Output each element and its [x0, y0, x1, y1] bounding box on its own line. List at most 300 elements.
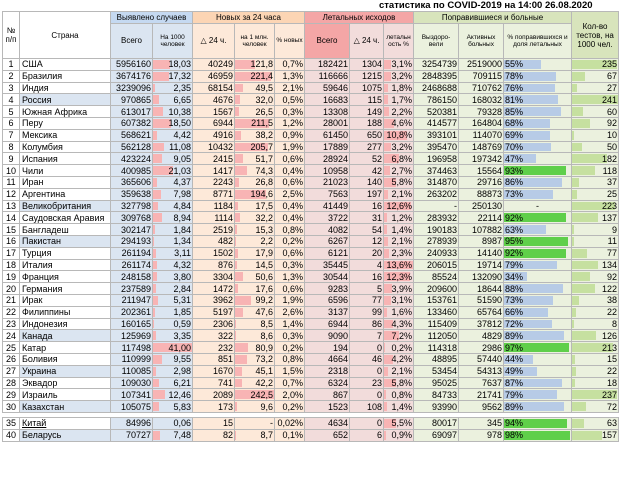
col-total: Всего — [111, 24, 153, 59]
detected-total — [111, 188, 153, 200]
deaths-d24-value: 86 — [372, 318, 383, 329]
row-num — [3, 212, 20, 224]
active — [459, 59, 504, 71]
new-per1m — [235, 165, 275, 177]
deaths-d24 — [350, 224, 384, 236]
active-value: 65764 — [476, 307, 503, 318]
new-per1m-value: 8,7 — [260, 430, 273, 441]
new-d24 — [193, 389, 235, 401]
country-name — [20, 318, 111, 330]
country-name — [20, 342, 111, 354]
new-per1m-value: 15,3 — [255, 224, 273, 235]
lethal-pct-bar — [384, 95, 388, 104]
tests-per1000 — [572, 377, 619, 389]
tests-per1000 — [572, 283, 619, 295]
new-per1m-value: 73,2 — [255, 354, 273, 365]
table-row — [3, 429, 619, 441]
active — [459, 306, 504, 318]
country-name-value: Иран — [22, 177, 44, 188]
deaths-total-value: 116666 — [318, 71, 349, 82]
new-per1m-bar — [235, 178, 239, 187]
active-value: 2986 — [481, 342, 503, 353]
detected-per1000 — [153, 330, 193, 342]
tests-per1000-value: 237 — [601, 389, 618, 400]
recovered-pct — [504, 224, 572, 236]
country-name — [20, 235, 111, 247]
detected-total — [111, 153, 153, 165]
lethal-pct-value: 0,2% — [391, 342, 413, 353]
tests-per1000-value: 27 — [607, 82, 618, 93]
new-per1m-value: 49,5 — [255, 82, 273, 93]
row-num-value: 16 — [5, 236, 16, 247]
lethal-pct — [384, 342, 414, 354]
col-per1m: на 1 млн. человек — [235, 24, 275, 59]
col-active: Активных больных — [459, 24, 504, 59]
table-row — [3, 106, 619, 118]
tests-per1000 — [572, 318, 619, 330]
row-num-value: 5 — [8, 106, 14, 117]
row-num-value: 40 — [5, 430, 16, 441]
new-d24 — [193, 247, 235, 259]
deaths-d24-value: 188 — [366, 118, 383, 129]
deaths-d24-value: 6 — [377, 430, 383, 441]
new-per1m — [235, 94, 275, 106]
recovered-pct-value: 85% — [505, 106, 524, 117]
detected-total-value: 110085 — [121, 366, 151, 377]
active — [459, 117, 504, 129]
deaths-total-value: 6121 — [327, 248, 349, 259]
lethal-pct-value: 2,1% — [391, 189, 413, 200]
deaths-total-value: 6596 — [327, 295, 349, 306]
tests-per1000-value: 60 — [607, 106, 618, 117]
table-row — [3, 200, 619, 212]
detected-per1000 — [153, 259, 193, 271]
active — [459, 377, 504, 389]
detected-total — [111, 429, 153, 441]
recovered — [414, 235, 459, 247]
deaths-total-value: 41449 — [322, 200, 349, 211]
tests-per1000-bar — [572, 320, 574, 329]
new-pct-value: 2,5% — [282, 189, 304, 200]
deaths-total-value: 194 — [332, 342, 349, 353]
active — [459, 106, 504, 118]
lethal-pct — [384, 271, 414, 283]
table-row — [3, 235, 619, 247]
new-d24-value: 2306 — [212, 318, 233, 329]
active-value: 79328 — [476, 106, 503, 117]
new-pct — [275, 106, 305, 118]
detected-total-value: 84996 — [125, 418, 151, 429]
new-per1m — [235, 429, 275, 441]
detected-total — [111, 365, 153, 377]
deaths-d24-value: 31 — [372, 212, 383, 223]
active — [459, 417, 504, 429]
table-row — [3, 153, 619, 165]
tests-per1000-bar — [572, 379, 575, 388]
new-pct-value: 0,2% — [282, 401, 304, 412]
detected-per1000-value: 4,32 — [173, 259, 191, 270]
row-num — [3, 330, 20, 342]
lethal-pct-value: 0,9% — [391, 430, 413, 441]
detected-per1000 — [153, 117, 193, 129]
tests-per1000-value: 92 — [607, 271, 618, 282]
row-num-value: 35 — [5, 418, 16, 429]
lethal-pct-value: 1,8% — [391, 82, 413, 93]
active-value: 345 — [486, 418, 503, 429]
detected-total — [111, 294, 153, 306]
detected-per1000-value: 4,37 — [173, 177, 191, 188]
recovered-pct — [504, 318, 572, 330]
new-pct-value: 1,4% — [282, 318, 304, 329]
new-per1m-value: - — [270, 418, 273, 429]
country-name-value: Катар — [22, 342, 47, 353]
new-pct — [275, 429, 305, 441]
recovered-pct — [504, 283, 572, 295]
tests-per1000 — [572, 235, 619, 247]
detected-per1000-value: 18,50 — [168, 118, 191, 129]
active-value: 37812 — [476, 318, 503, 329]
lethal-pct-value: 2,3% — [391, 248, 413, 259]
new-pct — [275, 330, 305, 342]
new-per1m-value: 80,9 — [255, 342, 273, 353]
recovered-value: 374463 — [426, 165, 458, 176]
deaths-d24 — [350, 153, 384, 165]
detected-per1000-bar — [153, 72, 169, 81]
deaths-d24 — [350, 318, 384, 330]
detected-per1000 — [153, 94, 193, 106]
detected-total — [111, 59, 153, 71]
recovered-pct-value: 73% — [505, 189, 524, 200]
new-d24 — [193, 200, 235, 212]
active-value: 107882 — [471, 224, 503, 235]
country-name — [20, 417, 111, 429]
lethal-pct-bar — [384, 213, 387, 222]
col-pctrec: % поправившихся и доля летальных — [504, 24, 572, 59]
active — [459, 82, 504, 94]
detected-total — [111, 353, 153, 365]
deaths-d24-value: 46 — [372, 354, 383, 365]
row-num — [3, 82, 20, 94]
recovered-pct — [504, 330, 572, 342]
deaths-d24-value: 4 — [377, 259, 383, 270]
detected-total — [111, 129, 153, 141]
new-d24 — [193, 401, 235, 413]
detected-total — [111, 141, 153, 153]
country-name — [20, 283, 111, 295]
detected-per1000-value: 21,03 — [168, 165, 191, 176]
deaths-total-value: 61450 — [322, 130, 349, 141]
lethal-pct — [384, 106, 414, 118]
new-per1m — [235, 200, 275, 212]
tests-per1000-value: 67 — [607, 71, 618, 82]
detected-per1000 — [153, 353, 193, 365]
deaths-d24-value: 16 — [372, 200, 383, 211]
deaths-d24 — [350, 200, 384, 212]
country-name — [20, 212, 111, 224]
new-pct-value: 0,7% — [282, 59, 304, 70]
new-d24-value: 2519 — [212, 224, 233, 235]
deaths-total-value: 35445 — [322, 259, 349, 270]
new-pct — [275, 283, 305, 295]
recovered — [414, 188, 459, 200]
deaths-total-value: 9283 — [327, 283, 349, 294]
detected-total — [111, 306, 153, 318]
deaths-total-value: 6267 — [327, 236, 349, 247]
recovered-pct — [504, 200, 572, 212]
recovered-pct-value: 63% — [505, 224, 524, 235]
deaths-d24-value: 77 — [372, 295, 383, 306]
lethal-pct-value: 3,1% — [391, 295, 413, 306]
recovered — [414, 141, 459, 153]
row-num-value: 15 — [5, 224, 16, 235]
country-name-value: Индонезия — [22, 318, 68, 329]
tests-per1000 — [572, 342, 619, 354]
deaths-total-value: 6944 — [327, 318, 349, 329]
detected-per1000-bar — [153, 249, 156, 258]
deaths-total — [305, 377, 350, 389]
new-pct-value: 0,8% — [282, 224, 304, 235]
row-num — [3, 176, 20, 188]
country-name-value: Пакистан — [22, 236, 61, 247]
row-num-value: 7 — [8, 130, 14, 141]
country-name-value: Ирак — [22, 295, 43, 306]
deaths-total-value: 4634 — [327, 418, 349, 429]
lethal-pct — [384, 429, 414, 441]
detected-total — [111, 283, 153, 295]
tests-per1000 — [572, 306, 619, 318]
lethal-pct-bar — [384, 308, 387, 317]
detected-per1000-bar — [153, 237, 154, 246]
row-num-value: 10 — [5, 165, 16, 176]
deaths-total — [305, 117, 350, 129]
new-pct — [275, 212, 305, 224]
deaths-total — [305, 353, 350, 365]
country-name-value: Аргентина — [22, 189, 66, 200]
recovered-pct — [504, 271, 572, 283]
new-pct — [275, 365, 305, 377]
row-num — [3, 106, 20, 118]
table-row — [3, 176, 619, 188]
new-per1m — [235, 82, 275, 94]
lethal-pct-value: 2,7% — [391, 165, 413, 176]
tests-per1000 — [572, 106, 619, 118]
new-pct — [275, 94, 305, 106]
new-pct-value: 0,02% — [277, 418, 304, 429]
active — [459, 129, 504, 141]
deaths-total-value: 7563 — [327, 189, 349, 200]
new-per1m-bar — [235, 296, 251, 305]
new-pct — [275, 235, 305, 247]
detected-per1000-value: 2,98 — [173, 366, 191, 377]
detected-per1000-bar — [153, 95, 159, 104]
active-value: 9562 — [481, 401, 503, 412]
deaths-d24-value: 197 — [366, 189, 383, 200]
new-d24 — [193, 212, 235, 224]
active-value: 15564 — [476, 165, 503, 176]
recovered — [414, 212, 459, 224]
new-d24-value: 3962 — [212, 295, 233, 306]
row-num — [3, 283, 20, 295]
deaths-total — [305, 176, 350, 188]
deaths-d24-value: 7 — [377, 330, 383, 341]
row-num — [3, 235, 20, 247]
deaths-total — [305, 94, 350, 106]
country-name-value: Филиппины — [22, 307, 71, 318]
recovered-value: 153761 — [426, 295, 458, 306]
detected-per1000-bar — [153, 402, 159, 411]
lethal-pct-value: 1,6% — [391, 307, 413, 318]
detected-total-value: 400985 — [120, 165, 151, 176]
deaths-total — [305, 342, 350, 354]
recovered — [414, 129, 459, 141]
detected-per1000-bar — [153, 213, 162, 222]
deaths-d24-value: 52 — [372, 153, 383, 164]
recovered-pct — [504, 259, 572, 271]
new-per1m — [235, 401, 275, 413]
recovered-pct — [504, 153, 572, 165]
tests-per1000-bar — [572, 249, 587, 258]
lethal-pct — [384, 389, 414, 401]
recovered-pct-value: 89% — [505, 401, 524, 412]
recovered-value: 85524 — [431, 271, 458, 282]
deaths-d24 — [350, 259, 384, 271]
detected-per1000-value: 2,84 — [173, 283, 191, 294]
tests-per1000 — [572, 401, 619, 413]
new-d24 — [193, 318, 235, 330]
deaths-total — [305, 259, 350, 271]
new-pct-value: 0,5% — [282, 94, 304, 105]
tests-per1000 — [572, 94, 619, 106]
tests-per1000-value: 122 — [601, 283, 618, 294]
recovered-pct-value: 92% — [505, 212, 524, 223]
active-value: 197342 — [471, 153, 503, 164]
row-num — [3, 259, 20, 271]
lethal-pct-bar — [384, 249, 389, 258]
lethal-pct — [384, 153, 414, 165]
recovered-value: 786150 — [426, 94, 458, 105]
detected-per1000-bar — [153, 84, 155, 93]
deaths-d24 — [350, 70, 384, 82]
active — [459, 271, 504, 283]
new-pct — [275, 59, 305, 71]
recovered — [414, 401, 459, 413]
lethal-pct-bar — [384, 60, 391, 69]
recovered-pct — [504, 342, 572, 354]
recovered-value: 209600 — [426, 283, 458, 294]
recovered-pct — [504, 377, 572, 389]
deaths-d24-value: 12 — [372, 236, 383, 247]
lethal-pct-value: 2,2% — [391, 106, 413, 117]
recovered-pct-value: 72% — [505, 318, 524, 329]
new-d24 — [193, 259, 235, 271]
new-pct-value: 2,0% — [282, 389, 304, 400]
country-name-value: Мексика — [22, 130, 58, 141]
deaths-total — [305, 306, 350, 318]
detected-total — [111, 94, 153, 106]
new-per1m — [235, 235, 275, 247]
new-per1m — [235, 330, 275, 342]
new-pct-value: 1,9% — [282, 141, 304, 152]
row-num-value: 6 — [8, 118, 14, 129]
new-per1m — [235, 342, 275, 354]
country-name-value: Великобритания — [22, 200, 92, 211]
new-pct — [275, 188, 305, 200]
active-value: 22114 — [477, 212, 503, 223]
table-row — [3, 417, 619, 429]
new-pct — [275, 389, 305, 401]
lethal-pct — [384, 82, 414, 94]
row-num-value: 2 — [8, 71, 14, 82]
recovered-value: 95025 — [431, 377, 458, 388]
lethal-pct-value: 4,3% — [391, 318, 413, 329]
new-per1m-bar — [235, 249, 238, 258]
recovered-pct-value: 44% — [505, 354, 524, 365]
deaths-d24 — [350, 377, 384, 389]
active-value: 709115 — [472, 71, 503, 82]
tests-per1000-value: 182 — [601, 153, 618, 164]
tests-per1000 — [572, 70, 619, 82]
detected-total-value: 211947 — [121, 295, 151, 306]
recovered-pct — [504, 389, 572, 401]
detected-per1000-value: 4,42 — [173, 130, 191, 141]
active — [459, 365, 504, 377]
recovered-pct — [504, 212, 572, 224]
deaths-total — [305, 153, 350, 165]
deaths-total — [305, 235, 350, 247]
row-num-value: 9 — [8, 153, 14, 164]
tests-per1000-value: 134 — [601, 259, 618, 270]
tests-per1000-value: 10 — [607, 130, 618, 141]
recovered-pct-value: 98% — [505, 430, 524, 441]
deaths-d24 — [350, 330, 384, 342]
row-num — [3, 188, 20, 200]
row-num-value: 17 — [5, 248, 16, 259]
detected-per1000-bar — [153, 296, 158, 305]
detected-per1000-value: 7,98 — [173, 189, 191, 200]
detected-per1000 — [153, 70, 193, 82]
detected-total — [111, 271, 153, 283]
new-pct-value: 0,1% — [282, 430, 304, 441]
country-name-value: Испания — [22, 153, 58, 164]
deaths-d24 — [350, 417, 384, 429]
active-value: 57440 — [476, 354, 503, 365]
detected-per1000 — [153, 129, 193, 141]
tests-per1000-value: 22 — [607, 366, 618, 377]
row-num — [3, 200, 20, 212]
new-per1m-bar — [235, 166, 247, 175]
new-d24-value: 173 — [217, 401, 233, 412]
detected-per1000-bar — [153, 367, 156, 376]
recovered-value: 190183 — [426, 224, 458, 235]
lethal-pct-value: 12,6% — [386, 200, 413, 211]
lethal-pct-value: 13,6% — [386, 259, 413, 270]
detected-total-value: 3674176 — [115, 71, 151, 82]
table-row — [3, 353, 619, 365]
detected-per1000-value: 0,06 — [173, 418, 191, 429]
detected-total-value: 568621 — [120, 130, 151, 141]
deaths-d24-value: 1075 — [361, 82, 383, 93]
tests-per1000-bar — [572, 296, 579, 305]
deaths-total — [305, 330, 350, 342]
tests-per1000-bar — [572, 225, 574, 234]
new-d24 — [193, 82, 235, 94]
new-per1m-value: 17,9 — [255, 248, 273, 259]
detected-per1000-value: 1,34 — [173, 236, 191, 247]
new-pct-value: 0,3% — [282, 106, 304, 117]
recovered — [414, 306, 459, 318]
recovered-pct — [504, 429, 572, 441]
tests-per1000 — [572, 389, 619, 401]
